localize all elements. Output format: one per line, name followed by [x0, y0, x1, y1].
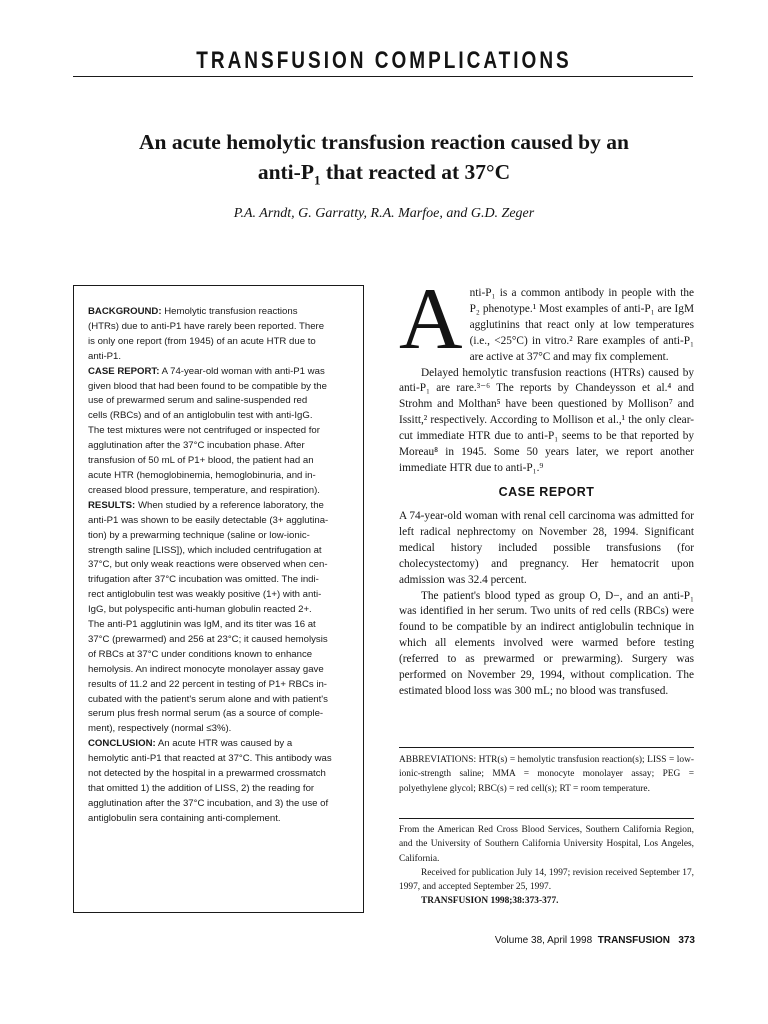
abbreviations-note: ABBREVIATIONS: HTR(s) = hemolytic transfusion reaction(s); LISS = low-ionic-strength saline; MMA = monocyte monolayer assay; PEG = polyethylene glycol; RBC(s) = red cell(s); RT = room temperature. [399, 755, 694, 794]
abstract-background-line: (HTRs) due to anti-P1 have rarely been reported. There [88, 320, 325, 332]
abstract-case-report-line: acute HTR (hemoglobinemia, hemoglobinuria, and in- [88, 469, 316, 481]
abstract-results-line: 37°C (prewarmed) and 256 at 23°C; it caused hemolysis [88, 633, 328, 645]
abstract-background-line: is only one report (from 1945) of an acute HTR due to [88, 335, 316, 347]
abstract-conclusion-line: that omitted 1) the addition of LISS, 2) the reading for [88, 783, 315, 794]
affiliation-text: From the American Red Cross Blood Services, Southern California Region, and the University of Southern California University Hospital, Los Angeles, California. [399, 825, 694, 864]
abstract-case-report-line: use of prewarmed serum and saline-suspended red [88, 395, 308, 407]
abstract-case-report-line: given blood that had been found to be compatible by the [88, 380, 327, 392]
abstract-case-report-line: CASE REPORT: A 74-year-old woman with anti-P1 was [88, 365, 325, 377]
author-list: P.A. Arndt, G. Garratty, R.A. Marfoe, and G.D. Zeger [233, 206, 535, 221]
abstract-results-line: IgG, but polyspecific anti-human globulin reacted 2+. [88, 604, 312, 616]
citation-text: TRANSFUSION 1998;38:373-377. [421, 896, 559, 907]
abstract-results-line: strength saline [LISS]), which included centrifugation at [88, 544, 322, 556]
abstract-results-line: hemolysis. An indirect monocyte monolayer assay gave [88, 663, 324, 675]
header-divider [73, 76, 693, 77]
intro-section [399, 271, 694, 477]
abstract-case-report-label: CASE REPORT: [88, 365, 160, 377]
drop-cap: A [399, 271, 463, 368]
abstract-conclusion-line: hemolytic anti-P1 that reacted at 37°C. This antibody was [88, 753, 332, 765]
abstract-results-line: cubated with the patient's serum alone and with patient's [88, 693, 328, 705]
intro-paragraph-1: nti-P₁ is a common antibody in people with the P₂ phenotype.¹ Most examples of anti-P₁ are IgM agglutinins that react only at low temperatures (i.e., <25°C) in vitro.² Rare examples of anti-P₁ are active at 37°C and may fix complement. [469, 287, 694, 363]
page-number: 373 [678, 935, 695, 946]
abstract-results-line: ment), respectively (normal ≤3%). [88, 723, 232, 735]
abstract-background-line: anti-P1. [88, 350, 122, 362]
abstract-conclusion-line: antiglobulin sera containing anti-complement. [88, 812, 281, 824]
abstract-results-line: serum plus fresh normal serum (as a source of comple- [88, 708, 324, 720]
case-report-section [399, 509, 694, 700]
abstract-conclusion-line: not detected by the hospital in a prewarmed crossmatch [88, 768, 326, 780]
volume-info: Volume 38, April 1998 [494, 935, 593, 946]
abstract-case-report-line: cells (RBCs) and of an antiglobulin test with anti-IgG. [88, 410, 313, 422]
abstract-background-label: BACKGROUND: [88, 306, 162, 317]
abstract-conclusion-line: agglutination after the 37°C incubation, and 3) the use of [88, 797, 329, 809]
abstract-results-line: The anti-P1 agglutinin was IgM, and its titer was 16 at [88, 619, 316, 631]
case-report-heading: CASE REPORT [498, 485, 595, 499]
journal-name: TRANSFUSION [597, 935, 670, 946]
footnote-divider [399, 747, 694, 748]
abstract-results-line: anti-P1 was shown to be easily detectable (3+ agglutina- [88, 514, 329, 526]
affiliation-note [399, 823, 694, 909]
abstract-results-label: RESULTS: [88, 499, 136, 511]
abstract-case-report-line: agglutination after the 37°C incubation phase. After [88, 440, 305, 452]
affiliation-divider [399, 818, 694, 819]
page-footer [495, 935, 695, 946]
abstract-results-line: results of 11.2 and 22 percent in testing of P1+ RBCs in- [88, 678, 328, 690]
abstract-conclusion-label: CONCLUSION: [88, 738, 156, 750]
abstract-case-report-line: creased blood pressure, temperature, and respiration). [88, 484, 320, 496]
abstract-case-report-line: transfusion of 50 mL of P1+ blood, the patient had an [88, 455, 314, 467]
received-text: Received for publication July 14, 1997; revision received September 17, 1997, and accepted September 25, 1997. [399, 867, 694, 893]
abstract-background-line: BACKGROUND: Hemolytic transfusion reactions [88, 306, 298, 317]
abstract-conclusion-line: CONCLUSION: An acute HTR was caused by a [88, 738, 293, 750]
abstract-results-line: 37°C, but only weak reactions were observed when cen- [88, 559, 328, 571]
article-title [60, 127, 708, 195]
case-paragraph-2: The patient's blood typed as group O, D−, and an anti-P₁ was identified in her serum. Two units of red cells (RBCs) were found to be compatible by an indirect antiglobulin technique in which all elements involved were warmed before testing (referred to as prewarmed or prewarming). Surgery was performed on November 29, 1994, without complication. The estimated blood loss was 300 mL; no blood was transfused. [399, 589, 694, 697]
abstract-results-line: RESULTS: When studied by a reference laboratory, the [88, 499, 324, 511]
case-paragraph-1: A 74-year-old woman with renal cell carcinoma was admitted for left radical nephrectomy on November 28, 1994. Significant medical history included possible transfusions (for cholecystectomy) and pregnancy. Her hematocrit upon admission was 32.4 percent. [399, 510, 694, 586]
abstract-results-line: rect antiglobulin test was weakly positive (1+) with anti- [88, 589, 322, 601]
abstract-results-line: trifugation after 37°C incubation was omitted. The indi- [88, 574, 319, 586]
title-line-2: anti-$P_1$ that reacted at 37°C [257, 160, 511, 188]
abstract-results-line: of RBCs at 37°C under conditions known to enhance [88, 648, 313, 660]
section-header-title: TRANSFUSION COMPLICATIONS [196, 48, 572, 75]
abstract-case-report-line: The test mixtures were not centrifuged or inspected for [88, 425, 320, 437]
title-line-1: An acute hemolytic transfusion reaction caused by an [139, 130, 629, 154]
abstract-results-line: tion) by a prewarming technique (saline or low-ionic- [88, 529, 310, 541]
intro-paragraph-2: Delayed hemolytic transfusion reactions (HTRs) caused by anti-P₁ are rare.³⁻⁶ The reports by Chandeysson et al.⁴ and Strohm and Molthan⁵ have been questioned by Mollison⁷ and Issitt,² respectively. According to Mollison et al.,¹ the only clear-cut immediate HTR due to anti-P₁ seems to be that reported by Moreau⁸ in 1945. Some 50 years later, we report another immediate HTR due to anti-P₁.⁹ [399, 366, 694, 474]
abstract-text [88, 305, 358, 827]
